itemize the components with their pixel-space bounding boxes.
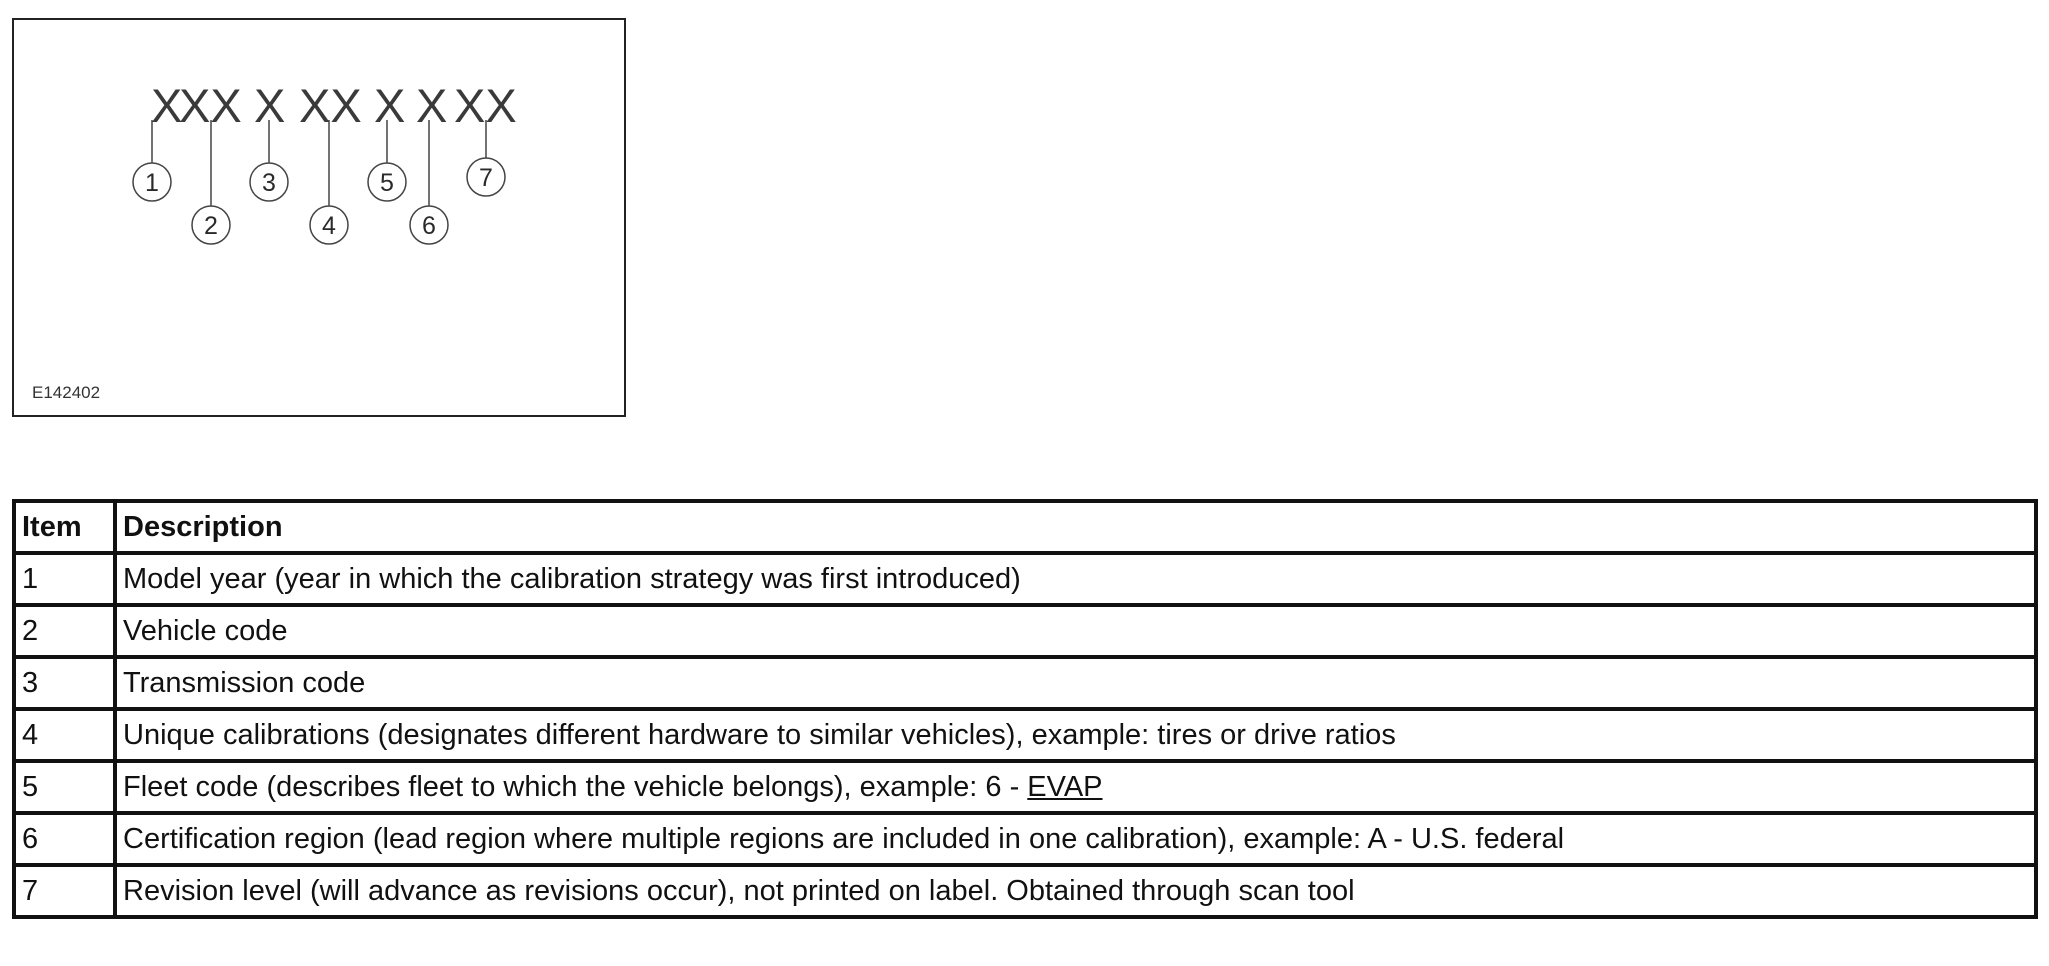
table-row bbox=[14, 657, 2036, 709]
calibration-code-diagram bbox=[14, 20, 624, 415]
code-group-1: X bbox=[151, 79, 183, 132]
leader-lines bbox=[152, 120, 486, 206]
figure-reference-id: E142402 bbox=[32, 383, 101, 402]
item-description-table bbox=[12, 499, 2038, 919]
item-number: 7 bbox=[14, 865, 115, 917]
column-header-description: Description bbox=[115, 501, 2036, 553]
item-description: Revision level (will advance as revisions occur), not printed on label. Obtained through scan tool bbox=[115, 865, 2036, 917]
item-description: Vehicle code bbox=[115, 605, 2036, 657]
item-number: 1 bbox=[14, 553, 115, 605]
code-group-5: X bbox=[374, 79, 406, 132]
callout-number-4: 4 bbox=[322, 212, 336, 240]
item-description: Transmission code bbox=[115, 657, 2036, 709]
item-number: 6 bbox=[14, 813, 115, 865]
callout-number-1: 1 bbox=[145, 169, 159, 197]
item-description: Certification region (lead region where multiple regions are included in one calibration), example: A - U.S. federal bbox=[115, 813, 2036, 865]
callout-number-6: 6 bbox=[422, 212, 436, 240]
item-number: 3 bbox=[14, 657, 115, 709]
item-description: Fleet code (describes fleet to which the vehicle belongs), example: 6 - bbox=[123, 770, 1028, 803]
code-group-7: XX bbox=[454, 79, 517, 132]
item-description: Unique calibrations (designates different hardware to similar vehicles), example: tires or drive ratios bbox=[115, 709, 2036, 761]
evap-link[interactable]: EVAP bbox=[1027, 770, 1103, 803]
item-number: 2 bbox=[14, 605, 115, 657]
table-header-row bbox=[14, 501, 2036, 553]
item-number: 4 bbox=[14, 709, 115, 761]
table-row bbox=[14, 761, 2036, 813]
calibration-code-figure bbox=[12, 18, 626, 417]
callout-number-5: 5 bbox=[380, 169, 394, 197]
callout-number-3: 3 bbox=[262, 169, 276, 197]
code-group-2: XX bbox=[179, 79, 242, 132]
item-description: Model year (year in which the calibration strategy was first introduced) bbox=[115, 553, 2036, 605]
item-description-with-link bbox=[115, 761, 2036, 813]
table-row bbox=[14, 553, 2036, 605]
table-row bbox=[14, 865, 2036, 917]
callout-number-2: 2 bbox=[204, 212, 218, 240]
table-row bbox=[14, 605, 2036, 657]
code-group-3: X bbox=[254, 79, 286, 132]
column-header-item: Item bbox=[14, 501, 115, 553]
item-number: 5 bbox=[14, 761, 115, 813]
table-row bbox=[14, 813, 2036, 865]
callout-number-7: 7 bbox=[479, 164, 493, 192]
table-row bbox=[14, 709, 2036, 761]
code-group-4: XX bbox=[299, 79, 362, 132]
code-group-6: X bbox=[416, 79, 448, 132]
callout-circles bbox=[133, 158, 505, 244]
